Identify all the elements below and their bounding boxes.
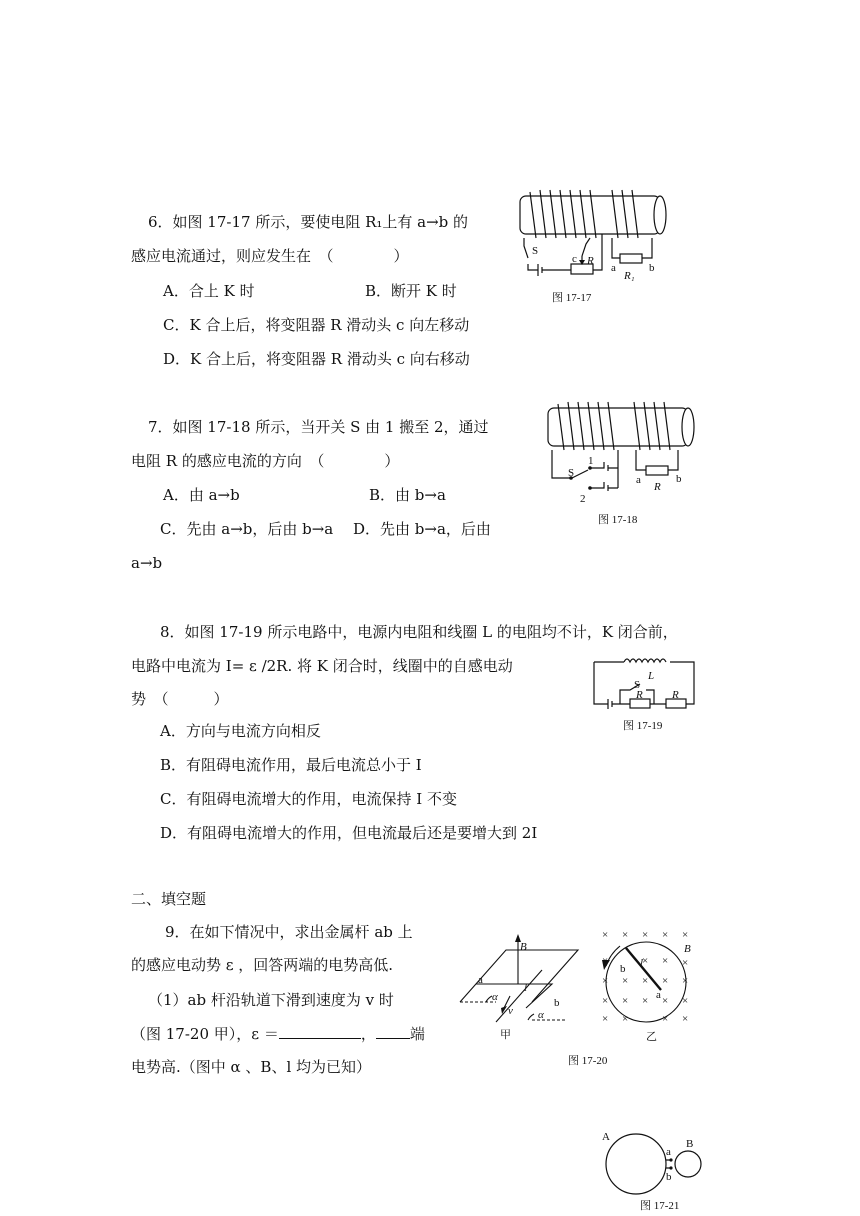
q9-line2: 的感应电动势 ε ，回答两端的电势高低. xyxy=(131,956,394,974)
fig17-21-label-a: a xyxy=(666,1146,671,1158)
fig17-20-label-yi: 乙 xyxy=(646,1031,657,1043)
fig17-20-label-v: v xyxy=(508,1005,513,1017)
svg-text:×: × xyxy=(662,1013,669,1025)
q9-line4-separator: ， xyxy=(360,1025,376,1043)
fig17-20-label-b: b xyxy=(554,997,560,1009)
svg-text:×: × xyxy=(642,929,649,941)
q8-option-c: C．有阻碍电流增大的作用，电流保持 I 不变 xyxy=(160,790,457,808)
figure-17-19 xyxy=(590,650,710,710)
q8-line2: 电路中电流为 I= ε /2R. 将 K 闭合时，线圈中的自感电动 xyxy=(131,657,513,675)
svg-text:×: × xyxy=(662,955,669,967)
q9-end-answer-blank[interactable] xyxy=(376,1024,410,1039)
fig17-20-label-alpha: α xyxy=(492,991,498,1003)
q7-option-cd: C．先由 a→b，后由 b→a D．先由 b→a，后由 xyxy=(160,520,491,538)
q8-line1: 8．如图 17-19 所示电路中，电源内电阻和线圈 L 的电阻均不计，K 闭合前， xyxy=(160,623,678,641)
svg-text:×: × xyxy=(642,995,649,1007)
q7-option-d-cont: a→b xyxy=(131,554,163,572)
q9-line4-suffix: 端 xyxy=(409,1025,425,1043)
fig17-19-caption: 图 17-19 xyxy=(623,720,663,732)
svg-text:×: × xyxy=(642,975,649,987)
svg-text:×: × xyxy=(602,975,609,987)
svg-text:×: × xyxy=(622,1013,629,1025)
fig17-19-label-r1: R xyxy=(636,689,643,701)
q9-line4-prefix: （图 17-20 甲），ε ＝ xyxy=(131,1025,279,1043)
fig17-20-label-alpha2: α xyxy=(538,1009,544,1021)
fig17-20-label-b-field: B xyxy=(520,941,527,953)
svg-text:×: × xyxy=(682,957,689,969)
q9-line5: 电势高.（图中 α 、B、l 均为已知） xyxy=(131,1058,372,1076)
svg-text:×: × xyxy=(602,929,609,941)
fig17-20-label-a: a xyxy=(478,974,483,986)
q9-emf-answer-blank[interactable] xyxy=(279,1024,361,1039)
fig17-17-label-c: c xyxy=(572,253,577,265)
fig17-18-label-s: S xyxy=(568,467,575,479)
fig17-17-caption: 图 17-17 xyxy=(552,292,592,304)
fig17-18-label-1: 1 xyxy=(588,455,594,467)
svg-text:×: × xyxy=(642,955,649,967)
svg-text:×: × xyxy=(602,955,609,967)
q7-line2: 电阻 R 的感应电流的方向 （ ） xyxy=(131,452,400,470)
svg-text:×: × xyxy=(602,995,609,1007)
q6-line1: 6．如图 17-17 所示，要使电阻 R₁上有 a→b 的 xyxy=(148,213,469,231)
svg-text:×: × xyxy=(662,929,669,941)
q7-option-a: A．由 a→b xyxy=(163,486,240,504)
q8-line3: 势 （ ） xyxy=(131,690,229,708)
fig17-20-caption: 图 17-20 xyxy=(568,1055,608,1067)
figure-17-21 xyxy=(600,1128,710,1198)
svg-text:×: × xyxy=(622,975,629,987)
fig17-21-caption: 图 17-21 xyxy=(640,1200,680,1212)
figure-17-20 xyxy=(456,926,706,1046)
fig17-21-label-A: A xyxy=(602,1131,610,1143)
figure-17-17 xyxy=(516,184,676,284)
svg-text:×: × xyxy=(662,995,669,1007)
fig17-18-label-r: R xyxy=(654,481,661,493)
q8-option-a: A．方向与电流方向相反 xyxy=(160,722,321,740)
fig17-21-label-b: b xyxy=(666,1171,672,1183)
fig17-17-label-r1: R₁ xyxy=(624,270,635,282)
svg-text:×: × xyxy=(682,1013,689,1025)
svg-text:×: × xyxy=(682,995,689,1007)
fig17-17-label-b: b xyxy=(649,262,655,274)
fig17-18-label-a: a xyxy=(636,474,641,486)
fig17-18-caption: 图 17-18 xyxy=(598,514,638,526)
fig17-19-label-r2: R xyxy=(672,689,679,701)
q6-option-b: B．断开 K 时 xyxy=(365,282,457,300)
section-heading-fill-in: 二、填空题 xyxy=(131,890,207,908)
fig17-19-label-s: S xyxy=(634,679,641,691)
svg-text:×: × xyxy=(662,975,669,987)
q6-option-c: C．K 合上后，将变阻器 R 滑动头 c 向左移动 xyxy=(163,316,470,334)
q7-option-b: B．由 b→a xyxy=(369,486,446,504)
fig17-20-label-a2: a xyxy=(656,989,661,1001)
q6-option-d: D．K 合上后，将变阻器 R 滑动头 c 向右移动 xyxy=(163,350,470,368)
fig17-20-label-jia: 甲 xyxy=(500,1029,511,1041)
figure-17-18 xyxy=(544,398,704,508)
q7-line1: 7．如图 17-18 所示，当开关 S 由 1 搬至 2，通过 xyxy=(148,418,489,436)
fig17-21-label-B: B xyxy=(686,1138,694,1150)
fig17-17-label-a: a xyxy=(611,262,616,274)
fig17-18-label-b: b xyxy=(676,473,682,485)
fig17-17-label-r: R xyxy=(587,255,594,267)
svg-text:×: × xyxy=(622,929,629,941)
q6-option-a: A．合上 K 时 xyxy=(163,282,255,300)
q6-line2: 感应电流通过，则应发生在 （ ） xyxy=(131,247,409,265)
svg-text:×: × xyxy=(622,995,629,1007)
q9-line4 xyxy=(131,1024,425,1044)
fig17-19-label-l: L xyxy=(648,670,655,682)
q8-option-b: B．有阻碍电流作用，最后电流总小于 I xyxy=(160,756,422,774)
fig17-20-label-b2: b xyxy=(620,963,626,975)
fig17-20-label-b2-field: B xyxy=(684,943,691,955)
svg-text:×: × xyxy=(602,1013,609,1025)
svg-text:×: × xyxy=(682,975,689,987)
fig17-20-label-l: l xyxy=(524,982,528,994)
q8-option-d: D．有阻碍电流增大的作用，但电流最后还是要增大到 2I xyxy=(160,824,538,842)
svg-text:×: × xyxy=(682,929,689,941)
q9-line1: 9．在如下情况中，求出金属杆 ab 上 xyxy=(165,923,413,941)
fig17-20-label-l2: l xyxy=(640,957,644,969)
fig17-18-label-2: 2 xyxy=(580,493,586,505)
fig17-17-label-s: S xyxy=(532,245,539,257)
fig17-20-field-crosses xyxy=(602,929,688,1025)
q9-line3: （1）ab 杆沿轨道下滑到速度为 v 时 xyxy=(148,991,394,1009)
